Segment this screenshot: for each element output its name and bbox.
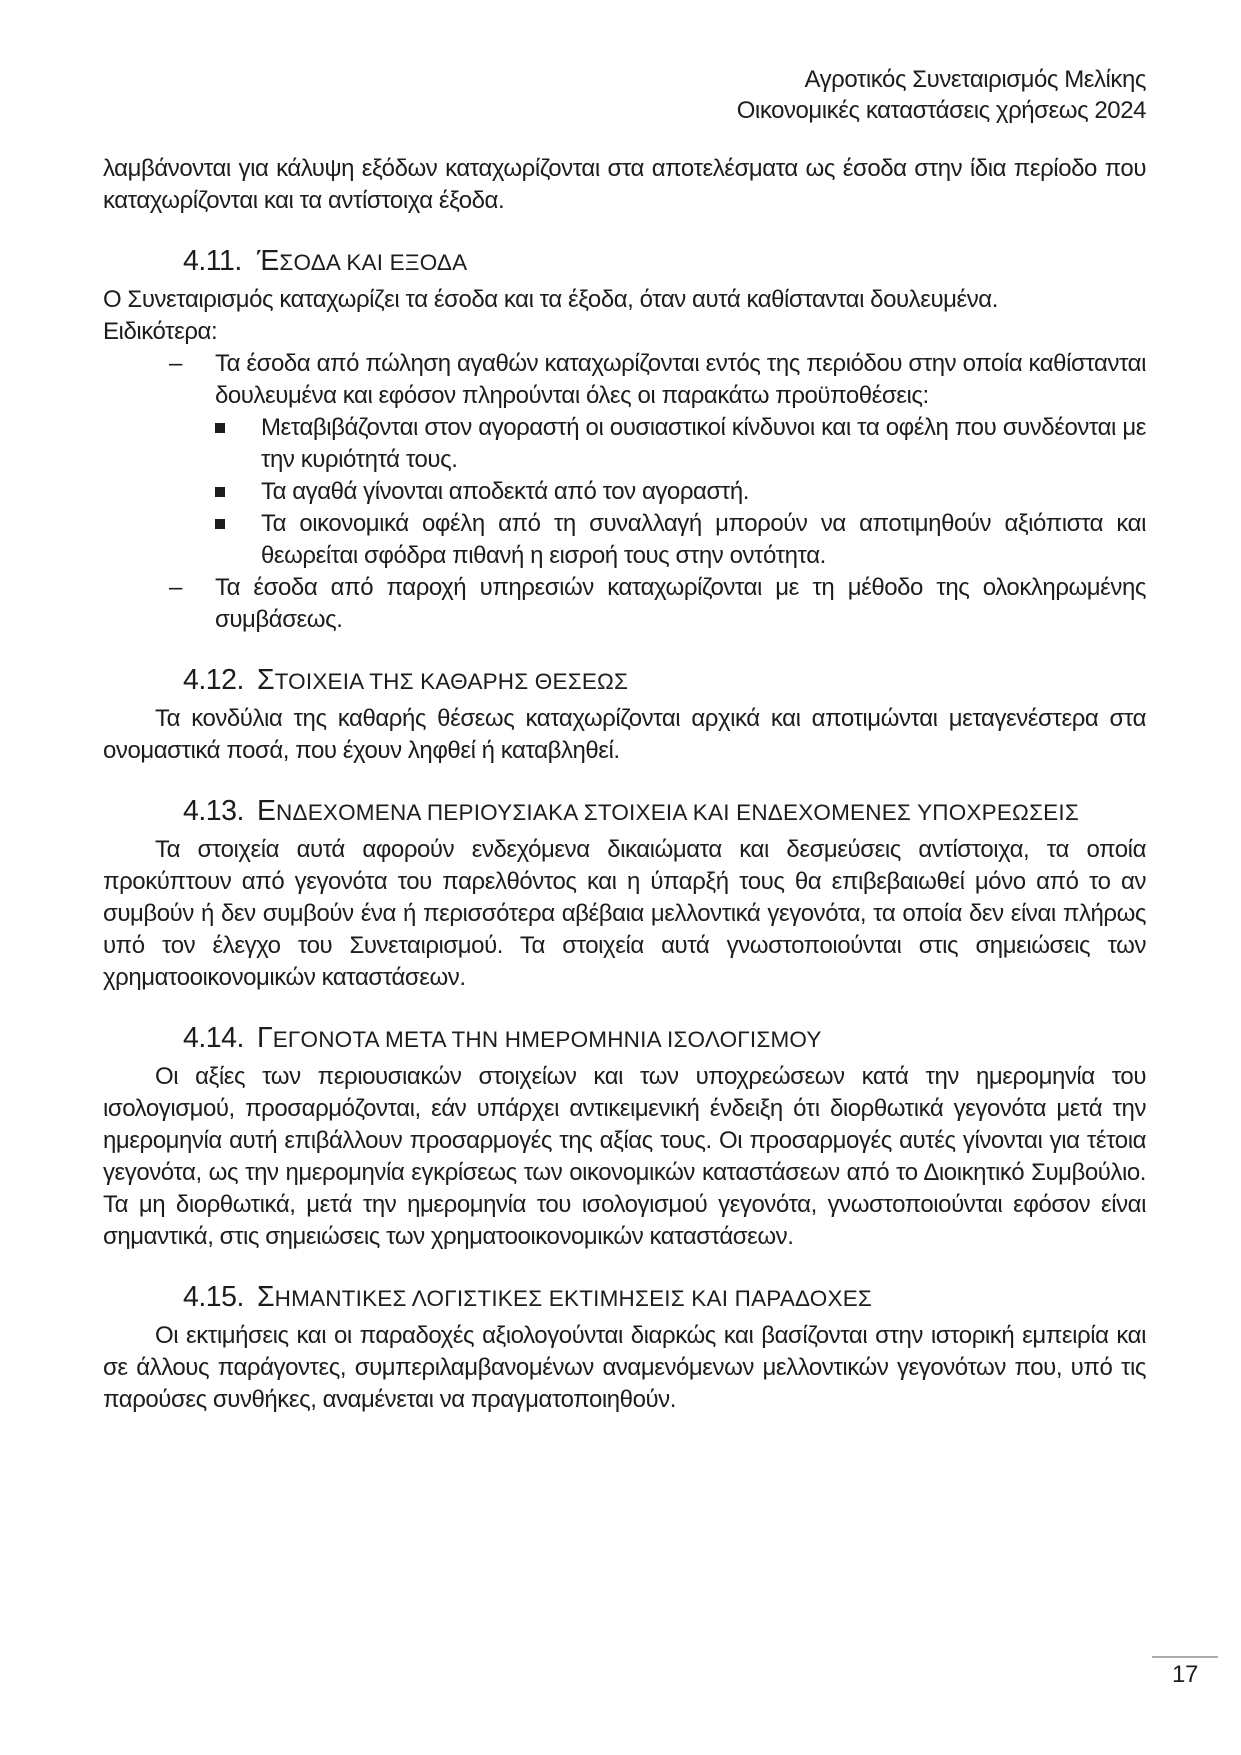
section-title-rest: ΕΓΟΝΟΤΑ ΜΕΤΑ ΤΗΝ ΗΜΕΡΟΜΗΝΙΑ ΙΣΟΛΟΓΙΣΜΟΥ: [272, 1027, 822, 1052]
paragraph: Τα κονδύλια της καθαρής θέσεως καταχωρίζονται αρχικά και αποτιμώνται μεταγενέστερα στα ονομαστικά ποσά, που έχουν ληφθεί ή καταβληθεί.: [103, 705, 1146, 764]
list-item-square: [103, 412, 1146, 476]
section-number: 4.14.: [183, 1022, 244, 1054]
paragraph: Τα στοιχεία αυτά αφορούν ενδεχόμενα δικαιώματα και δεσμεύσεις αντίστοιχα, τα οποία προκύπτουν από γεγονότα του παρελθόντος και η ύπαρξή τους θα επιβεβαιωθεί μόνο από το αν συμβούν ή δεν συμβούν ένα ή περισσότερα αβέβαια μελλοντικά γεγονότα, τα οποία δεν είναι πλήρως υπό τον έλεγχο του Συνεταιρισμού. Τα στοιχεία αυτά γνωστοποιούνται στις σημειώσεις των χρηματοοικονομικών καταστάσεων.: [103, 836, 1146, 991]
list-item-text: Τα αγαθά γίνονται αποδεκτά από τον αγοραστή.: [261, 478, 749, 505]
document-header: [103, 64, 1146, 126]
section-title: [257, 1022, 822, 1054]
dash-bullet-icon: –: [169, 574, 183, 601]
list-item-text: Τα οικονομικά οφέλη από τη συναλλαγή μπορούν να αποτιμηθούν αξιόπιστα και θεωρείται σφόδρα πιθανή η εισροή τους στην οντότητα.: [261, 510, 1146, 569]
square-bullet-icon: [215, 519, 225, 529]
square-bullet-icon: [215, 423, 225, 433]
list-item-text: Τα έσοδα από πώληση αγαθών καταχωρίζονται εντός της περιόδου στην οποία καθίστανται δουλευμένα και εφόσον πληρούνται όλες οι παρακάτω προϋποθέσεις:: [215, 350, 1146, 409]
paragraph: Ο Συνεταιρισμός καταχωρίζει τα έσοδα και τα έξοδα, όταν αυτά καθίστανται δουλευμένα.: [103, 286, 998, 313]
section-number: 4.12.: [183, 664, 244, 696]
section-4-11: [103, 244, 1146, 636]
dash-bullet-icon: –: [169, 350, 183, 377]
header-organization: Αγροτικός Συνεταιρισμός Μελίκης: [804, 66, 1146, 93]
page-footer: [1152, 1656, 1218, 1689]
section-heading: [103, 794, 1146, 830]
section-title-lead: Σ: [257, 1281, 275, 1313]
section-4-15: [103, 1280, 1146, 1416]
section-title-lead: Γ: [257, 1022, 273, 1054]
list-item-text: Μεταβιβάζονται στον αγοραστή οι ουσιαστικοί κίνδυνοι και τα οφέλη που συνδέονται με την κυριότητά τους.: [261, 414, 1146, 473]
footer-divider: [1152, 1656, 1218, 1658]
list-item-dash: [103, 348, 1146, 412]
section-heading: [103, 1021, 1146, 1057]
section-4-13: [103, 794, 1146, 994]
list-item-text: Τα έσοδα από παροχή υπηρεσιών καταχωρίζονται με τη μέθοδο της ολοκληρωμένης συμβάσεως.: [215, 574, 1146, 633]
section-number: 4.11.: [183, 245, 242, 277]
list-item-square: [103, 508, 1146, 572]
section-title: [257, 664, 629, 696]
section-title-rest: ΝΔΕΧΟΜΕΝΑ ΠΕΡΙΟΥΣΙΑΚΑ ΣΤΟΙΧΕΙΑ ΚΑΙ ΕΝΔΕΧΟΜΕΝΕΣ ΥΠΟΧΡΕΩΣΕΙΣ: [276, 800, 1079, 825]
section-title-rest: ΣΟΔΑ ΚΑΙ ΕΞΟΔΑ: [279, 250, 468, 275]
section-number: 4.15.: [183, 1281, 244, 1313]
section-heading: [103, 244, 1146, 280]
section-heading: [103, 663, 1146, 699]
section-title-rest: ΤΟΙΧΕΙΑ ΤΗΣ ΚΑΘΑΡΗΣ ΘΕΣΕΩΣ: [274, 669, 629, 694]
list-item-square: [103, 476, 1146, 508]
square-bullet-icon: [215, 487, 225, 497]
section-title: [257, 245, 468, 277]
section-title-lead: Σ: [257, 664, 275, 696]
intro-paragraph: λαμβάνονται για κάλυψη εξόδων καταχωρίζονται στα αποτελέσματα ως έσοδα στην ίδια περίοδο που καταχωρίζονται και τα αντίστοιχα έξοδα.: [103, 155, 1146, 214]
section-4-14: [103, 1021, 1146, 1253]
page-number: 17: [1171, 1661, 1199, 1688]
section-number: 4.13.: [183, 795, 244, 827]
paragraph: Οι εκτιμήσεις και οι παραδοχές αξιολογούνται διαρκώς και βασίζονται στην ιστορική εμπειρία και σε άλλους παράγοντες, συμπεριλαμβανομένων αναμενόμενων μελλοντικών γεγονότων που, υπό τις παρούσες συνθήκες, αναμένεται να πραγματοποιηθούν.: [103, 1322, 1146, 1413]
section-title-lead: Έ: [257, 245, 280, 277]
paragraph: Οι αξίες των περιουσιακών στοιχείων και των υποχρεώσεων κατά την ημερομηνία του ισολογισμού, προσαρμόζονται, εάν υπάρχει αντικειμενική ένδειξη ότι διορθωτικά γεγονότα μετά την ημερομηνία αυτή επιβάλλουν προσαρμογές της αξίας τους. Οι προσαρμογές αυτές γίνονται για τέτοια γεγονότα, ως την ημερομηνία εγκρίσεως των οικονομικών καταστάσεων από το Διοικητικό Συμβούλιο. Τα μη διορθωτικά, μετά την ημερομηνία του ισολογισμού γεγονότα, γνωστοποιούνται εφόσον είναι σημαντικά, στις σημειώσεις των χρηματοοικονομικών καταστάσεων.: [103, 1063, 1146, 1250]
section-title-rest: ΗΜΑΝΤΙΚΕΣ ΛΟΓΙΣΤΙΚΕΣ ΕΚΤΙΜΗΣΕΙΣ ΚΑΙ ΠΑΡΑΔΟΧΕΣ: [274, 1286, 873, 1311]
section-title-lead: Ε: [257, 795, 277, 827]
header-doc-title: Οικονομικές καταστάσεις χρήσεως 2024: [736, 97, 1146, 124]
section-title: [257, 795, 1079, 827]
section-4-12: [103, 663, 1146, 767]
section-title: [257, 1281, 873, 1313]
paragraph: Ειδικότερα:: [103, 318, 218, 345]
section-heading: [103, 1280, 1146, 1316]
list-item-dash: [103, 572, 1146, 636]
